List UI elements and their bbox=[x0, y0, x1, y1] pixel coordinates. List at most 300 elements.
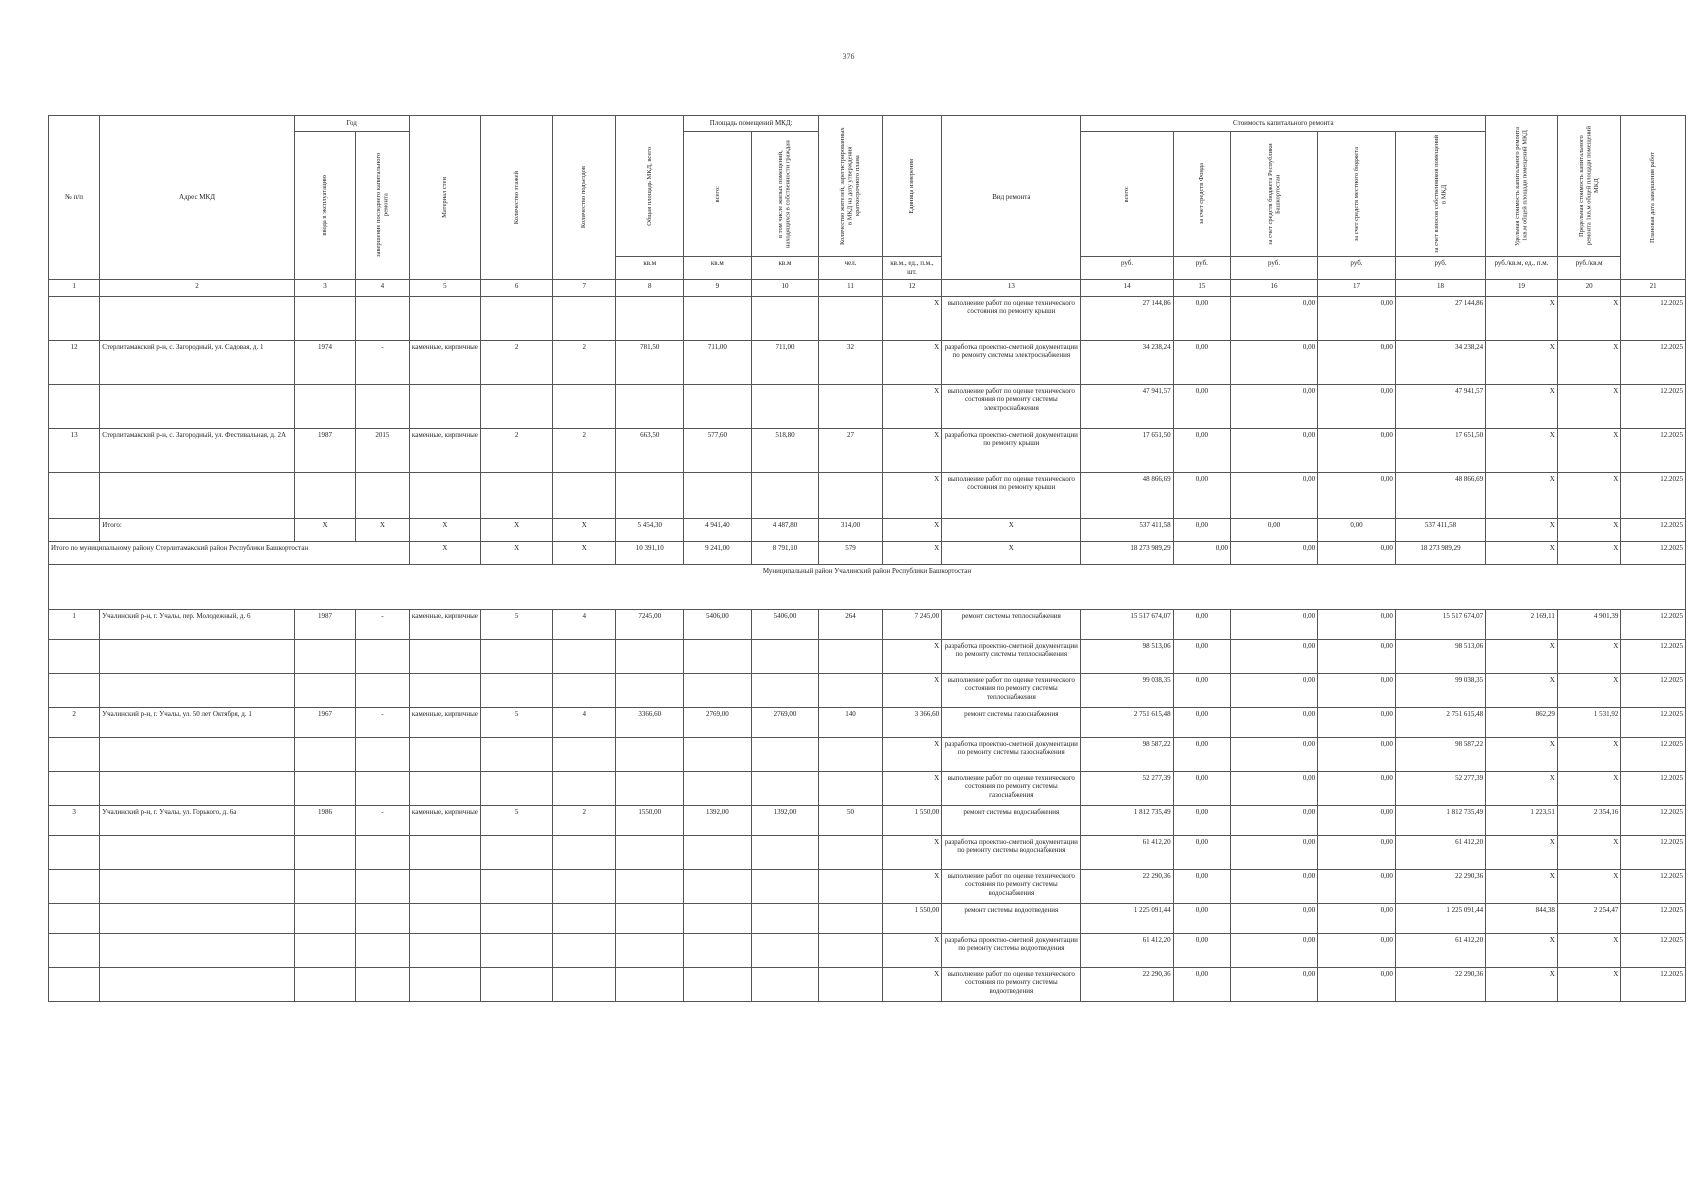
col-header-republic-budget: за счет средств бюджета Республики Башкортостан bbox=[1266, 143, 1282, 245]
cell-n bbox=[49, 384, 100, 428]
cell-y2 bbox=[356, 384, 409, 428]
cell-f15: 0,00 bbox=[1173, 296, 1230, 340]
table-row bbox=[49, 967, 1686, 1001]
cell-n: 3 bbox=[49, 805, 100, 835]
col-header-unit-cost: Удельная стоимость капитального ремонта 1кв.м общей площади помещений МКД bbox=[1514, 126, 1529, 246]
column-number: 8 bbox=[616, 279, 684, 296]
cell-y1 bbox=[294, 296, 355, 340]
cell-f20: X bbox=[1557, 639, 1621, 673]
cell-lv bbox=[751, 967, 819, 1001]
cell-total: 15 517 674,07 bbox=[1081, 609, 1173, 639]
cell-addr: Стерлитамакский р-н, с. Загородный, ул. Фестивальная, д. 2А bbox=[100, 428, 295, 472]
cell-ent bbox=[552, 967, 616, 1001]
cell-fl bbox=[481, 384, 553, 428]
table-row bbox=[49, 805, 1686, 835]
cell-y2: - bbox=[356, 340, 409, 384]
cell-ent bbox=[552, 673, 616, 707]
cell-ar bbox=[684, 384, 752, 428]
cell-ent bbox=[552, 835, 616, 869]
cell-n bbox=[49, 967, 100, 1001]
table-row bbox=[49, 737, 1686, 771]
cell-ent bbox=[552, 639, 616, 673]
cell-f18: 27 144,86 bbox=[1395, 296, 1485, 340]
unit-cell: кв.м bbox=[751, 257, 819, 280]
unit-cell: руб./кв.м bbox=[1557, 257, 1621, 280]
cell-f19: X bbox=[1486, 967, 1558, 1001]
column-number: 1 bbox=[49, 279, 100, 296]
cell-y1 bbox=[294, 673, 355, 707]
cell-f21: 12.2025 bbox=[1621, 967, 1686, 1001]
cell-ent bbox=[552, 296, 616, 340]
cell-f19: 2 169,11 bbox=[1486, 609, 1558, 639]
column-number: 4 bbox=[356, 279, 409, 296]
cell-f20: X bbox=[1557, 835, 1621, 869]
cell-f17: 0,00 bbox=[1318, 933, 1396, 967]
cell-f19: X bbox=[1486, 737, 1558, 771]
unit-cell: кв.м., ед., п.м., шт. bbox=[882, 257, 941, 280]
cell-addr: Учалинский р-н, г. Учалы, ул. Горького, д. 6а bbox=[100, 805, 295, 835]
cell-ta: 7245,00 bbox=[616, 609, 684, 639]
col-group-area: Площадь помещений МКД: bbox=[684, 116, 819, 132]
cell-addr bbox=[100, 737, 295, 771]
column-number: 17 bbox=[1318, 279, 1396, 296]
column-number: 2 bbox=[100, 279, 295, 296]
column-number: 11 bbox=[819, 279, 883, 296]
district-total-row: Итого по муниципальному району Стерлитамакский район Республики Башкортостан X X X 10 391,10 9 241,00 8 791,10 579 X X 18 273 989,29 0,00 0,00 0,00 18 273 989,29 X X 12.2025 bbox=[49, 541, 1686, 564]
col-header-area-all: всего: bbox=[713, 185, 721, 203]
cell-total: 1 812 735,49 bbox=[1081, 805, 1173, 835]
column-number: 15 bbox=[1173, 279, 1230, 296]
cell-f19: X bbox=[1486, 835, 1558, 869]
section-title: Муниципальный район Учалинский район Республики Башкортостан bbox=[49, 564, 1686, 609]
cell-f17: 0,00 bbox=[1318, 340, 1396, 384]
column-number: 16 bbox=[1231, 279, 1318, 296]
cell-work: разработка проектно-сметной документации по ремонту системы электроснабжения bbox=[942, 340, 1081, 384]
col-header-living-area: в том числе жилых помещений, находящихся в собственности граждан bbox=[777, 140, 792, 248]
cell-f21: 12.2025 bbox=[1621, 428, 1686, 472]
table-row bbox=[49, 639, 1686, 673]
cell-res: 27 bbox=[819, 428, 883, 472]
cell-work: ремонт системы водоснабжения bbox=[942, 805, 1081, 835]
cell-f18: 1 812 735,49 bbox=[1395, 805, 1485, 835]
cell-addr bbox=[100, 835, 295, 869]
cell-f21: 12.2025 bbox=[1621, 737, 1686, 771]
cell-lv bbox=[751, 472, 819, 518]
cell-f18: 52 277,39 bbox=[1395, 771, 1485, 805]
cell-f17: 0,00 bbox=[1318, 472, 1396, 518]
cell-unit: X bbox=[882, 428, 941, 472]
cell-fl bbox=[481, 869, 553, 903]
cell-lv bbox=[751, 933, 819, 967]
cell-f15: 0,00 bbox=[1173, 967, 1230, 1001]
cell-fl bbox=[481, 639, 553, 673]
cell-lv bbox=[751, 737, 819, 771]
cell-ta: 663,50 bbox=[616, 428, 684, 472]
cell-y1 bbox=[294, 903, 355, 933]
cell-fl bbox=[481, 771, 553, 805]
cell-mat bbox=[409, 296, 481, 340]
unit-cell: кв.м bbox=[684, 257, 752, 280]
cell-f17: 0,00 bbox=[1318, 869, 1396, 903]
column-number: 20 bbox=[1557, 279, 1621, 296]
col-header-limit-cost: Предельная стоимость капитального ремонта 1кв.м общей площади помещений МКД bbox=[1577, 126, 1600, 246]
cell-lv bbox=[751, 296, 819, 340]
cell-work: разработка проектно-сметной документации по ремонту системы водоотведения bbox=[942, 933, 1081, 967]
cell-res: 264 bbox=[819, 609, 883, 639]
column-number: 9 bbox=[684, 279, 752, 296]
col-header-residents: Количество жителей, зарегистрированных в МКД на дату утверждения краткосрочного плана bbox=[839, 127, 862, 245]
cell-unit: X bbox=[882, 869, 941, 903]
cell-f20: X bbox=[1557, 869, 1621, 903]
unit-cell: руб. bbox=[1081, 257, 1173, 280]
cell-n bbox=[49, 673, 100, 707]
cell-f15: 0,00 bbox=[1173, 869, 1230, 903]
cell-y1 bbox=[294, 737, 355, 771]
col-header-commission-year: ввода в эксплуатацию bbox=[321, 174, 329, 236]
cell-n bbox=[49, 737, 100, 771]
cell-fl bbox=[481, 737, 553, 771]
cell-lv bbox=[751, 835, 819, 869]
cell-f20: 2 254,47 bbox=[1557, 903, 1621, 933]
cell-total: 98 587,22 bbox=[1081, 737, 1173, 771]
cell-f20: X bbox=[1557, 933, 1621, 967]
cell-fl bbox=[481, 472, 553, 518]
col-header-num: № п/п bbox=[49, 116, 100, 280]
cell-y1 bbox=[294, 933, 355, 967]
cell-y1 bbox=[294, 869, 355, 903]
cell-fl bbox=[481, 903, 553, 933]
cell-f17: 0,00 bbox=[1318, 673, 1396, 707]
cell-res bbox=[819, 737, 883, 771]
cell-y2 bbox=[356, 737, 409, 771]
cell-y2 bbox=[356, 967, 409, 1001]
cell-f20: X bbox=[1557, 296, 1621, 340]
cell-lv bbox=[751, 639, 819, 673]
cell-ar bbox=[684, 771, 752, 805]
cell-f19: X bbox=[1486, 933, 1558, 967]
cell-f19: X bbox=[1486, 639, 1558, 673]
cell-y2 bbox=[356, 835, 409, 869]
cell-f21: 12.2025 bbox=[1621, 384, 1686, 428]
cell-addr bbox=[100, 933, 295, 967]
cell-f18: 34 238,24 bbox=[1395, 340, 1485, 384]
column-number: 6 bbox=[481, 279, 553, 296]
column-number: 3 bbox=[294, 279, 355, 296]
cell-f21: 12.2025 bbox=[1621, 673, 1686, 707]
table-row bbox=[49, 869, 1686, 903]
cell-fl bbox=[481, 296, 553, 340]
cell-mat bbox=[409, 384, 481, 428]
column-number: 10 bbox=[751, 279, 819, 296]
cell-total: 52 277,39 bbox=[1081, 771, 1173, 805]
cell-f17: 0,00 bbox=[1318, 967, 1396, 1001]
unit-cell: руб./кв.м, ед., п.м. bbox=[1486, 257, 1558, 280]
cell-mat bbox=[409, 869, 481, 903]
cell-res: 50 bbox=[819, 805, 883, 835]
cell-f21: 12.2025 bbox=[1621, 835, 1686, 869]
cell-fl: 5 bbox=[481, 707, 553, 737]
cell-ta bbox=[616, 639, 684, 673]
cell-y1: 1974 bbox=[294, 340, 355, 384]
cell-y2: - bbox=[356, 707, 409, 737]
cell-total: 61 412,20 bbox=[1081, 835, 1173, 869]
cell-y2 bbox=[356, 869, 409, 903]
column-number: 19 bbox=[1486, 279, 1558, 296]
cell-f20: 1 531,92 bbox=[1557, 707, 1621, 737]
cell-n: 1 bbox=[49, 609, 100, 639]
cell-work: ремонт системы водоотведения bbox=[942, 903, 1081, 933]
cell-n bbox=[49, 296, 100, 340]
cell-f19: X bbox=[1486, 384, 1558, 428]
cell-f21: 12.2025 bbox=[1621, 869, 1686, 903]
col-header-total-area: Общая площадь МКД, всего bbox=[646, 146, 654, 226]
cell-addr bbox=[100, 869, 295, 903]
column-number: 7 bbox=[552, 279, 616, 296]
cell-ent: 2 bbox=[552, 340, 616, 384]
cell-unit: X bbox=[882, 771, 941, 805]
cell-f15: 0,00 bbox=[1173, 384, 1230, 428]
cell-f21: 12.2025 bbox=[1621, 609, 1686, 639]
cell-f16: 0,00 bbox=[1231, 933, 1318, 967]
cell-work: выполнение работ по оценке технического состояния по ремонту системы электроснабжения bbox=[942, 384, 1081, 428]
cell-f19: X bbox=[1486, 673, 1558, 707]
cell-f15: 0,00 bbox=[1173, 771, 1230, 805]
cell-addr bbox=[100, 903, 295, 933]
cell-ar bbox=[684, 296, 752, 340]
cell-work: разработка проектно-сметной документации по ремонту системы водоснабжения bbox=[942, 835, 1081, 869]
cell-f19: X bbox=[1486, 296, 1558, 340]
page-number: 376 bbox=[842, 52, 855, 61]
cell-ta bbox=[616, 967, 684, 1001]
col-header-repair-type: Вид ремонта bbox=[942, 116, 1081, 280]
cell-y1 bbox=[294, 472, 355, 518]
cell-total: 99 038,35 bbox=[1081, 673, 1173, 707]
cell-ta bbox=[616, 933, 684, 967]
cell-f17: 0,00 bbox=[1318, 384, 1396, 428]
cell-y1 bbox=[294, 771, 355, 805]
cell-fl: 5 bbox=[481, 805, 553, 835]
cell-y1: 1967 bbox=[294, 707, 355, 737]
cell-f20: X bbox=[1557, 384, 1621, 428]
cell-lv bbox=[751, 903, 819, 933]
cell-res bbox=[819, 903, 883, 933]
cell-f21: 12.2025 bbox=[1621, 296, 1686, 340]
cell-f18: 99 038,35 bbox=[1395, 673, 1485, 707]
cell-ta bbox=[616, 771, 684, 805]
cell-y2 bbox=[356, 903, 409, 933]
table-row bbox=[49, 771, 1686, 805]
cell-f16: 0,00 bbox=[1231, 673, 1318, 707]
col-header-cost-total: всего: bbox=[1123, 185, 1131, 203]
cell-f19: X bbox=[1486, 869, 1558, 903]
cell-mat: каменные, кирпичные bbox=[409, 609, 481, 639]
cell-n: 13 bbox=[49, 428, 100, 472]
unit-cell: кв.м bbox=[616, 257, 684, 280]
col-group-year: Год bbox=[294, 116, 409, 132]
cell-fl bbox=[481, 933, 553, 967]
cell-ent: 2 bbox=[552, 428, 616, 472]
col-header-owners: за счет взносов собственников помещений в МКД bbox=[1433, 134, 1448, 254]
cell-f18: 98 513,06 bbox=[1395, 639, 1485, 673]
cell-res bbox=[819, 639, 883, 673]
cell-ar: 1392,00 bbox=[684, 805, 752, 835]
cell-work: выполнение работ по оценке технического состояния по ремонту системы теплоснабжения bbox=[942, 673, 1081, 707]
cell-ent bbox=[552, 472, 616, 518]
cell-lv bbox=[751, 673, 819, 707]
cell-unit: X bbox=[882, 639, 941, 673]
cell-ta bbox=[616, 903, 684, 933]
cell-n bbox=[49, 869, 100, 903]
cell-ent bbox=[552, 737, 616, 771]
cell-res bbox=[819, 835, 883, 869]
cell-f19: 844,38 bbox=[1486, 903, 1558, 933]
cell-f20: X bbox=[1557, 472, 1621, 518]
cell-ar bbox=[684, 835, 752, 869]
cell-y1 bbox=[294, 835, 355, 869]
cell-y1: 1987 bbox=[294, 609, 355, 639]
cell-f16: 0,00 bbox=[1231, 384, 1318, 428]
cell-f17: 0,00 bbox=[1318, 771, 1396, 805]
cell-f19: 862,29 bbox=[1486, 707, 1558, 737]
column-number-row bbox=[49, 279, 1686, 296]
cell-f17: 0,00 bbox=[1318, 835, 1396, 869]
cell-n bbox=[49, 903, 100, 933]
cell-mat: каменные, кирпичные bbox=[409, 428, 481, 472]
cell-ar bbox=[684, 737, 752, 771]
cell-unit: 1 550,00 bbox=[882, 805, 941, 835]
cell-ta: 781,50 bbox=[616, 340, 684, 384]
cell-f18: 48 866,69 bbox=[1395, 472, 1485, 518]
col-header-fund: за счет средств Фонда bbox=[1198, 163, 1206, 225]
cell-unit: 7 245,00 bbox=[882, 609, 941, 639]
cell-f18: 22 290,36 bbox=[1395, 967, 1485, 1001]
cell-f18: 1 225 091,44 bbox=[1395, 903, 1485, 933]
cell-f18: 22 290,36 bbox=[1395, 869, 1485, 903]
table-row bbox=[49, 933, 1686, 967]
cell-mat: каменные, кирпичные bbox=[409, 340, 481, 384]
table-row bbox=[49, 673, 1686, 707]
cell-f15: 0,00 bbox=[1173, 707, 1230, 737]
cell-ar bbox=[684, 869, 752, 903]
cell-f19: 1 223,51 bbox=[1486, 805, 1558, 835]
table-row bbox=[49, 707, 1686, 737]
cell-unit: X bbox=[882, 933, 941, 967]
cell-ta bbox=[616, 384, 684, 428]
cell-f17: 0,00 bbox=[1318, 737, 1396, 771]
cell-y2: - bbox=[356, 805, 409, 835]
cell-f16: 0,00 bbox=[1231, 609, 1318, 639]
cell-f21: 12.2025 bbox=[1621, 707, 1686, 737]
unit-cell: руб. bbox=[1395, 257, 1485, 280]
cell-res bbox=[819, 384, 883, 428]
cell-res bbox=[819, 933, 883, 967]
cell-f16: 0,00 bbox=[1231, 340, 1318, 384]
cell-ent: 2 bbox=[552, 805, 616, 835]
cell-f15: 0,00 bbox=[1173, 609, 1230, 639]
cell-mat bbox=[409, 835, 481, 869]
cell-res bbox=[819, 771, 883, 805]
col-header-floors: Количество этажей bbox=[512, 170, 520, 224]
cell-lv: 1392,00 bbox=[751, 805, 819, 835]
cell-total: 48 866,69 bbox=[1081, 472, 1173, 518]
cell-lv bbox=[751, 869, 819, 903]
cell-work: выполнение работ по оценке технического состояния по ремонту крыши bbox=[942, 296, 1081, 340]
table-row bbox=[49, 472, 1686, 518]
cell-f17: 0,00 bbox=[1318, 903, 1396, 933]
cell-n bbox=[49, 472, 100, 518]
cell-f18: 61 412,20 bbox=[1395, 835, 1485, 869]
cell-mat bbox=[409, 933, 481, 967]
cell-f21: 12.2025 bbox=[1621, 340, 1686, 384]
cell-f16: 0,00 bbox=[1231, 805, 1318, 835]
cell-f21: 12.2025 bbox=[1621, 933, 1686, 967]
cell-res bbox=[819, 869, 883, 903]
column-number: 5 bbox=[409, 279, 481, 296]
cell-fl bbox=[481, 967, 553, 1001]
table-body-uchaly bbox=[49, 609, 1686, 1001]
cell-fl bbox=[481, 835, 553, 869]
col-header-address: Адрес МКД bbox=[100, 116, 295, 280]
cell-f18: 15 517 674,07 bbox=[1395, 609, 1485, 639]
cell-y2 bbox=[356, 933, 409, 967]
cell-ent bbox=[552, 869, 616, 903]
cell-total: 22 290,36 bbox=[1081, 967, 1173, 1001]
cell-mat bbox=[409, 639, 481, 673]
cell-f16: 0,00 bbox=[1231, 472, 1318, 518]
cell-ta bbox=[616, 869, 684, 903]
cell-f16: 0,00 bbox=[1231, 707, 1318, 737]
cell-y2 bbox=[356, 771, 409, 805]
cell-fl: 5 bbox=[481, 609, 553, 639]
cell-addr bbox=[100, 296, 295, 340]
unit-cell: руб. bbox=[1231, 257, 1318, 280]
cell-fl: 2 bbox=[481, 340, 553, 384]
cell-ta bbox=[616, 737, 684, 771]
cell-f17: 0,00 bbox=[1318, 609, 1396, 639]
cell-lv bbox=[751, 384, 819, 428]
cell-ent: 4 bbox=[552, 707, 616, 737]
cell-ent bbox=[552, 384, 616, 428]
cell-ent bbox=[552, 933, 616, 967]
table-row bbox=[49, 384, 1686, 428]
cell-y1 bbox=[294, 639, 355, 673]
cell-addr: Стерлитамакский р-н, с. Загородный, ул. Садовая, д. 1 bbox=[100, 340, 295, 384]
unit-cell: руб. bbox=[1318, 257, 1396, 280]
cell-work: выполнение работ по оценке технического состояния по ремонту системы водоснабжения bbox=[942, 869, 1081, 903]
cell-unit: 3 366,60 bbox=[882, 707, 941, 737]
col-header-entrances: Количество подъездов bbox=[580, 166, 588, 229]
table-row bbox=[49, 296, 1686, 340]
cell-unit: X bbox=[882, 384, 941, 428]
cell-fl bbox=[481, 673, 553, 707]
cell-ta bbox=[616, 472, 684, 518]
cell-y1 bbox=[294, 384, 355, 428]
cell-f18: 47 941,57 bbox=[1395, 384, 1485, 428]
cell-unit: X bbox=[882, 472, 941, 518]
column-number: 18 bbox=[1395, 279, 1485, 296]
cell-f17: 0,00 bbox=[1318, 428, 1396, 472]
cell-ar: 711,00 bbox=[684, 340, 752, 384]
cell-unit: 1 550,00 bbox=[882, 903, 941, 933]
cell-mat bbox=[409, 673, 481, 707]
cell-f16: 0,00 bbox=[1231, 296, 1318, 340]
table-row bbox=[49, 835, 1686, 869]
cell-f20: X bbox=[1557, 673, 1621, 707]
cell-f21: 12.2025 bbox=[1621, 903, 1686, 933]
cell-f17: 0,00 bbox=[1318, 639, 1396, 673]
cell-lv: 711,00 bbox=[751, 340, 819, 384]
cell-f17: 0,00 bbox=[1318, 296, 1396, 340]
